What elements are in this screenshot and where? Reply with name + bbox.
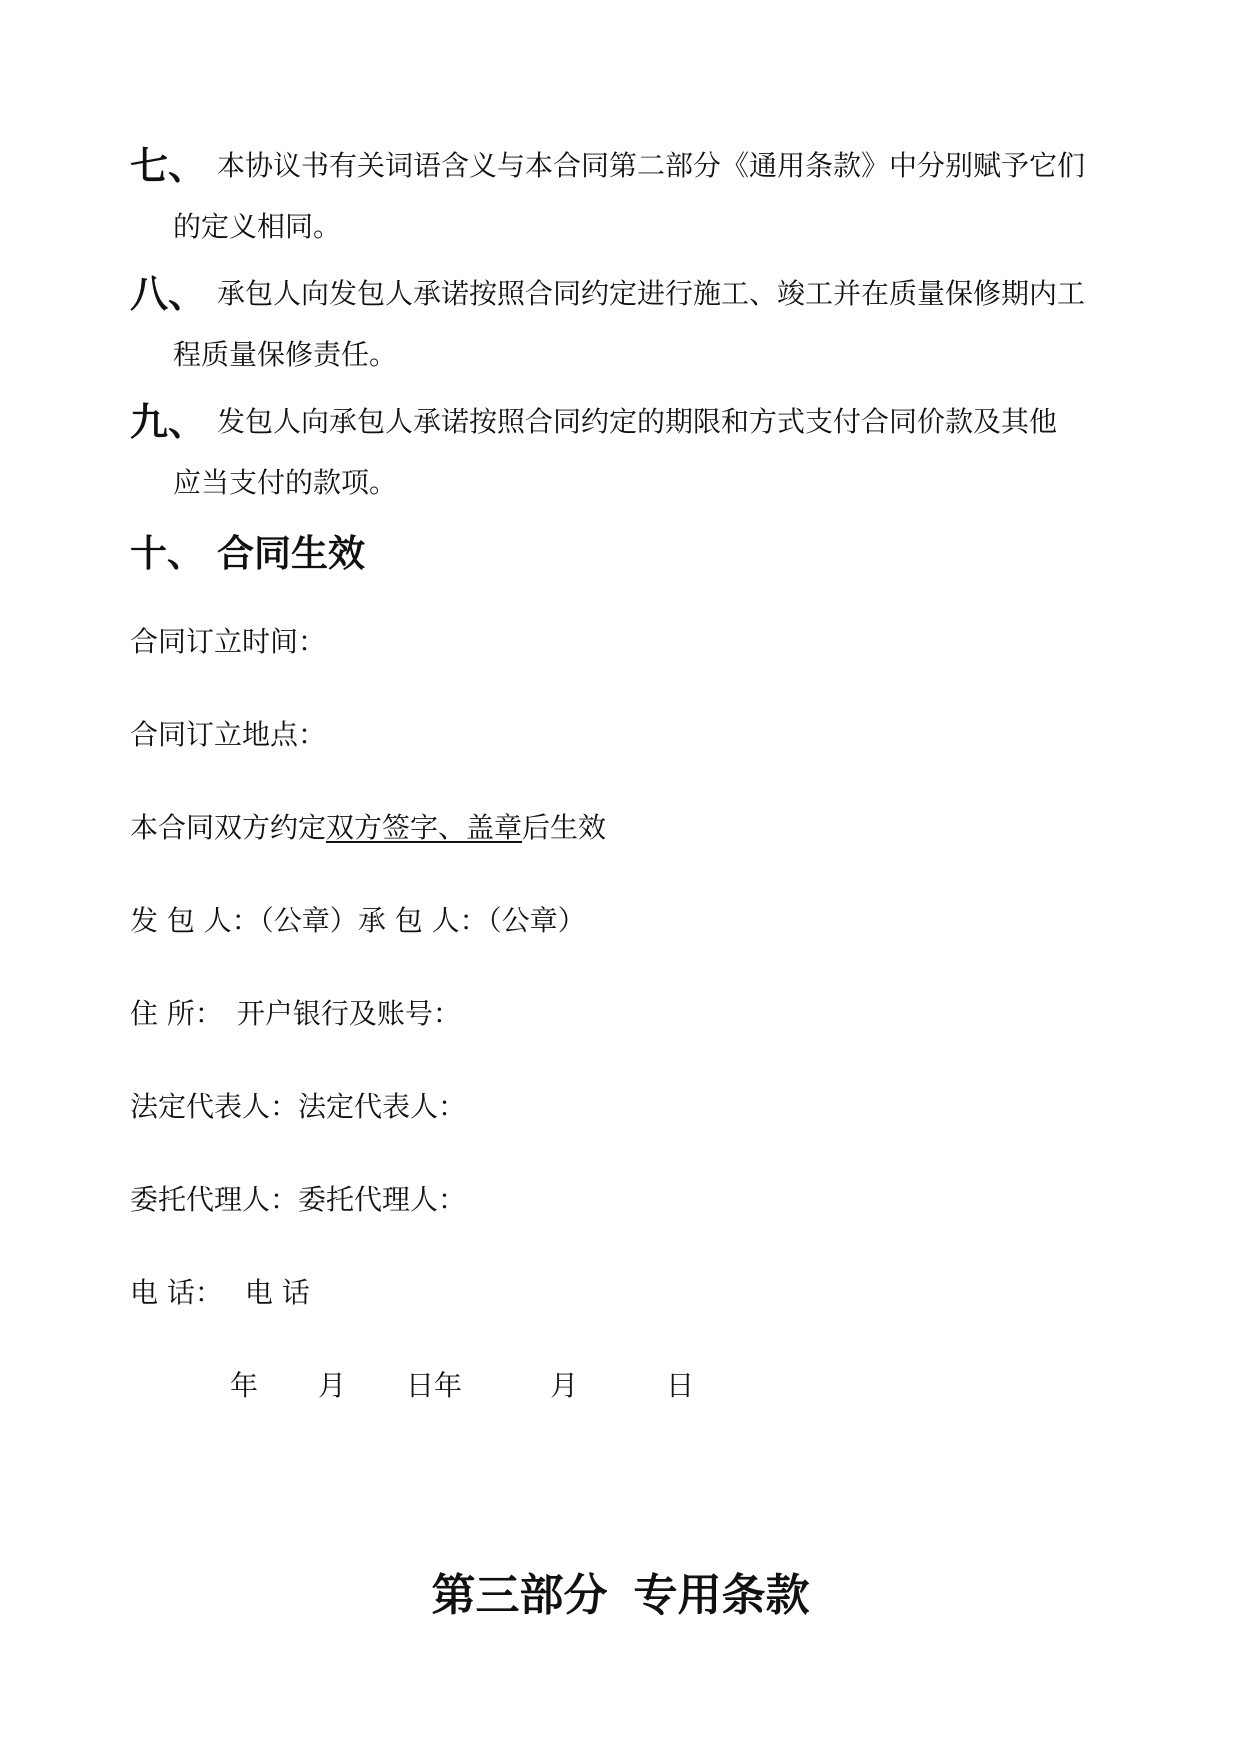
sign-time-label: 合同订立时间： [130,625,327,658]
part-label: 第三部分 [431,1570,608,1621]
section-heading [130,530,365,576]
clause-number: 八、 [130,271,207,316]
effect-condition: 双方签字、盖章 [326,811,523,844]
sign-time-field [130,624,326,660]
clause-text-continued: 的定义相同。 [173,210,342,243]
clause-number: 七、 [130,143,207,188]
section-number: 十、 [130,531,204,575]
effect-suffix: 后生效 [522,811,607,844]
clause-text: 本协议书有关词语含义与本合同第二部分《通用条款》中分别赋予它们 [217,149,1086,182]
bank-account-label: 开户银行及账号： [236,997,461,1030]
agent-row [130,1182,466,1218]
sign-place-field [130,717,326,753]
date-day-b: 日 [666,1369,695,1402]
address-label: 住 所： [130,997,223,1030]
clause-text-continued: 应当支付的款项。 [173,466,398,499]
party-a-label: 发 包 人：（公章） [130,904,358,937]
agent-b-label: 委托代理人： [298,1183,467,1216]
effect-prefix: 本合同双方约定 [130,811,327,844]
effect-clause [130,810,606,846]
date-row [230,1368,694,1404]
part-three-title [0,1568,1241,1624]
phone-row [130,1275,310,1311]
part-name: 专用条款 [633,1570,810,1621]
clause-number: 九、 [130,399,207,444]
section-title: 合同生效 [217,531,365,575]
address-row [130,996,461,1032]
agent-a-label: 委托代理人： [130,1183,299,1216]
date-year-a: 年 [230,1369,259,1402]
clause-text-continued: 程质量保修责任。 [173,338,398,371]
representative-a-label: 法定代表人： [130,1090,299,1123]
clause-text: 发包人向承包人承诺按照合同约定的期限和方式支付合同价款及其他 [217,405,1058,438]
date-month-b: 月 [550,1369,579,1402]
representative-b-label: 法定代表人： [298,1090,467,1123]
date-year-b: 年 [434,1369,463,1402]
date-month-a: 月 [318,1369,347,1402]
phone-b-label: 电 话 [244,1276,310,1309]
clause-text: 承包人向发包人承诺按照合同约定进行施工、竣工并在质量保修期内工 [217,277,1086,310]
representative-row [130,1089,466,1125]
phone-a-label: 电 话： [130,1276,223,1309]
party-b-label: 承 包 人：（公章） [357,904,586,937]
date-day-a: 日 [406,1369,435,1402]
sign-place-label: 合同订立地点： [130,718,327,751]
parties-row [130,903,586,939]
